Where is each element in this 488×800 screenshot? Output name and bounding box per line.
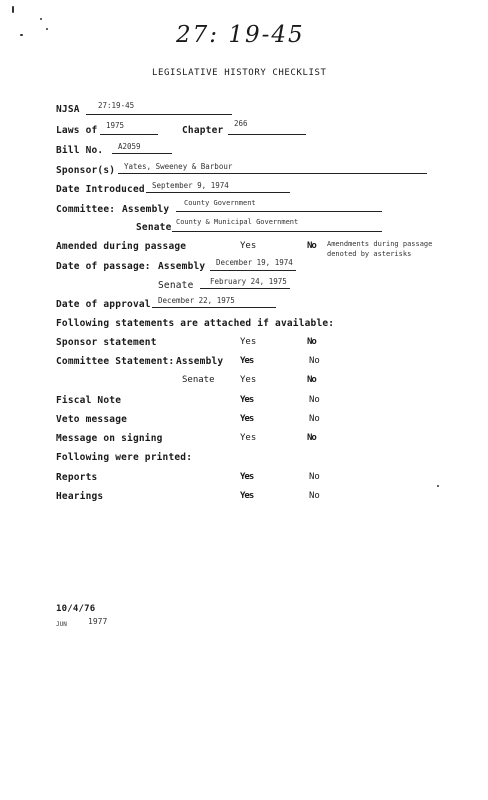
passage-senate-label: Senate [158,280,194,291]
laws-of-underline [100,134,158,135]
senate-committee-underline [172,231,382,232]
sponsors-underline [118,173,427,174]
fiscal-note-label: Fiscal Note [56,395,122,406]
committee-assembly-yes-marked: Yes [240,356,254,366]
reports-yes-marked: Yes [240,472,254,482]
sponsor-statement-no-marked: No [307,337,316,347]
amended-note-line2: denoted by asterisks [327,250,412,258]
bill-no-underline [112,153,172,154]
bill-no-label: Bill No. [56,145,104,156]
committee-statement-senate-label: Senate [182,375,215,385]
reports-label: Reports [56,472,98,483]
amended-label: Amended during passage [56,241,187,252]
passage-senate-value: February 24, 1975 [210,277,287,286]
veto-message-label: Veto message [56,414,128,425]
bill-no-value: A2059 [118,142,141,151]
handwritten-statute-number: 27: 19-45 [176,22,305,48]
njsa-value: 27:19-45 [98,101,135,110]
date-introduced-value: September 9, 1974 [152,181,229,190]
committee-assembly-label: Assembly [122,204,170,215]
reports-no: No [309,472,320,482]
passage-assembly-value: December 19, 1974 [216,258,293,267]
hearings-no: No [309,491,320,501]
passage-assembly-label: Assembly [158,261,206,272]
received-stamp-month: JUN [56,621,67,628]
chapter-underline [228,134,306,135]
chapter-label: Chapter [182,125,224,136]
sponsors-value: Yates, Sweeney & Barbour [124,162,233,171]
njsa-label: NJSA [56,104,80,115]
amended-yes: Yes [240,241,257,251]
date-introduced-label: Date Introduced [56,184,145,195]
fiscal-note-no: No [309,395,320,405]
committee-senate-no-marked: No [307,375,316,385]
committee-senate-yes: Yes [240,375,257,385]
amended-note-line1: Amendments during passage [327,240,433,248]
amended-no-marked: No [307,241,316,251]
assembly-committee-value: County Government [184,199,256,207]
veto-message-no: No [309,414,320,424]
veto-message-yes-marked: Yes [240,414,254,424]
scan-speck [46,28,48,30]
page-title: LEGISLATIVE HISTORY CHECKLIST [152,68,327,78]
scan-speck [437,485,439,487]
hearings-label: Hearings [56,491,104,502]
passage-senate-underline [200,288,290,289]
fiscal-note-yes-marked: Yes [240,395,254,405]
chapter-value: 266 [234,119,248,128]
date-of-approval-underline [152,307,276,308]
message-on-signing-no-marked: No [307,433,316,443]
committee-statement-label: Committee Statement: [56,356,175,367]
committee-statement-assembly-label: Assembly [176,356,224,367]
printed-heading: Following were printed: [56,452,193,463]
committee-senate-label: Senate [136,222,172,233]
assembly-committee-underline [176,211,382,212]
message-on-signing-yes: Yes [240,433,257,443]
hearings-yes-marked: Yes [240,491,254,501]
njsa-underline [86,114,232,115]
date-introduced-underline [146,192,290,193]
message-on-signing-label: Message on signing [56,433,163,444]
received-stamp-year: 1977 [88,617,108,626]
attached-heading: Following statements are attached if available: [56,318,335,329]
sponsors-label: Sponsor(s) [56,165,116,176]
passage-assembly-underline [210,270,296,271]
footer-date: 10/4/76 [56,604,96,614]
scan-speck [12,6,14,13]
laws-of-label: Laws of [56,125,98,136]
date-of-approval-label: Date of approval [56,299,151,310]
senate-committee-value: County & Municipal Government [176,218,299,226]
date-of-approval-value: December 22, 1975 [158,296,235,305]
committee-assembly-no: No [309,356,320,366]
scan-speck [20,34,23,36]
sponsor-statement-yes: Yes [240,337,257,347]
scan-speck [40,18,42,20]
sponsor-statement-label: Sponsor statement [56,337,157,348]
date-of-passage-label: Date of passage: [56,261,151,272]
committee-label: Committee: [56,204,116,215]
laws-of-value: 1975 [106,121,125,130]
